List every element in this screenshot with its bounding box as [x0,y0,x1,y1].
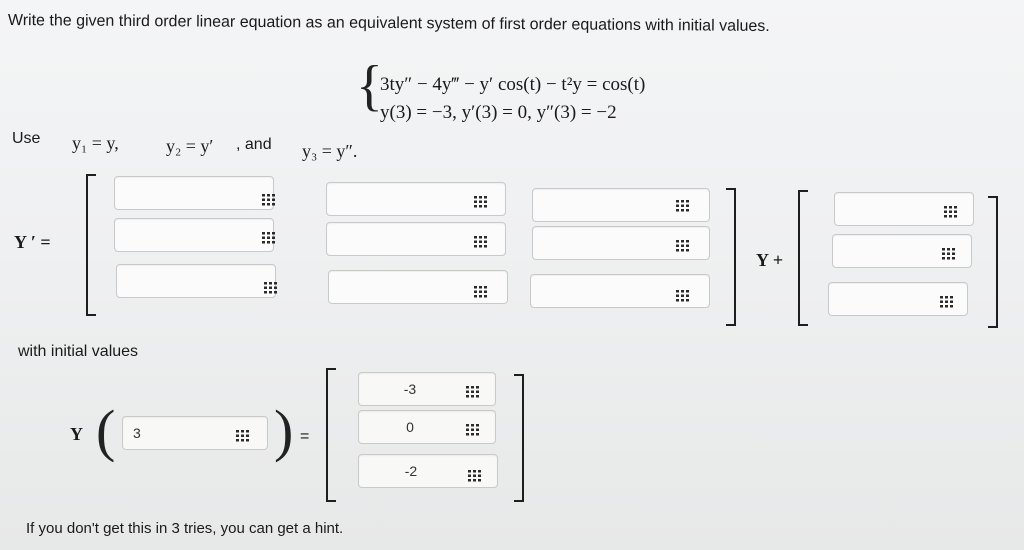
initial-t-input[interactable]: 3 [122,416,268,450]
and-label: , and [236,136,272,153]
y3-definition: y₃ = y″. [302,141,358,161]
hint-text: If you don't get this in 3 tries, you can get a hint. [26,520,344,537]
grid-icon[interactable] [676,240,690,252]
grid-icon[interactable] [944,206,958,218]
vector-left-bracket [798,190,808,326]
initial-value-1[interactable]: -3 [358,372,496,406]
matrix-cell-2-1[interactable] [114,218,274,252]
grid-icon[interactable] [474,196,488,208]
grid-icon[interactable] [474,236,488,248]
grid-icon[interactable] [466,386,480,398]
grid-icon[interactable] [236,430,250,442]
grid-icon[interactable] [466,424,480,436]
grid-icon[interactable] [262,232,276,244]
grid-icon[interactable] [468,470,482,482]
grid-icon[interactable] [940,296,954,308]
equals-sign: = [300,428,310,445]
matrix-left-bracket [86,174,96,316]
y-function-label: Y [70,424,83,444]
initial-left-bracket [326,368,336,502]
grid-icon[interactable] [262,194,276,206]
question-instruction: Write the given third order linear equation as an equivalent system of first order equations with initial values. [7,12,770,35]
y-prime-label: Y ′ = [14,232,51,252]
given-equation: 3ty″ − 4y‴ − y′ cos(t) − t²y = cos(t) [380,74,646,95]
initial-value-3[interactable]: -2 [358,454,498,488]
grid-icon[interactable] [676,200,690,212]
grid-icon[interactable] [264,282,278,294]
matrix-cell-1-1[interactable] [114,176,274,210]
equation-brace: { [356,55,383,117]
initial-values-label: with initial values [18,343,139,360]
left-paren: ( [96,398,116,463]
use-label: Use [12,130,41,147]
vector-right-bracket [988,196,998,328]
matrix-right-bracket [726,188,736,326]
y2-definition: y₂ = y′ [166,136,214,156]
initial-value-2[interactable]: 0 [358,410,496,444]
y-plus-label: Y + [756,250,784,270]
right-paren: ) [274,398,294,463]
grid-icon[interactable] [474,286,488,298]
matrix-cell-3-1[interactable] [116,264,276,298]
y1-definition: y₁ = y, [72,133,119,153]
grid-icon[interactable] [676,290,690,302]
grid-icon[interactable] [942,248,956,260]
initial-right-bracket [514,374,524,502]
given-initial-conditions: y(3) = −3, y′(3) = 0, y″(3) = −2 [380,102,617,123]
